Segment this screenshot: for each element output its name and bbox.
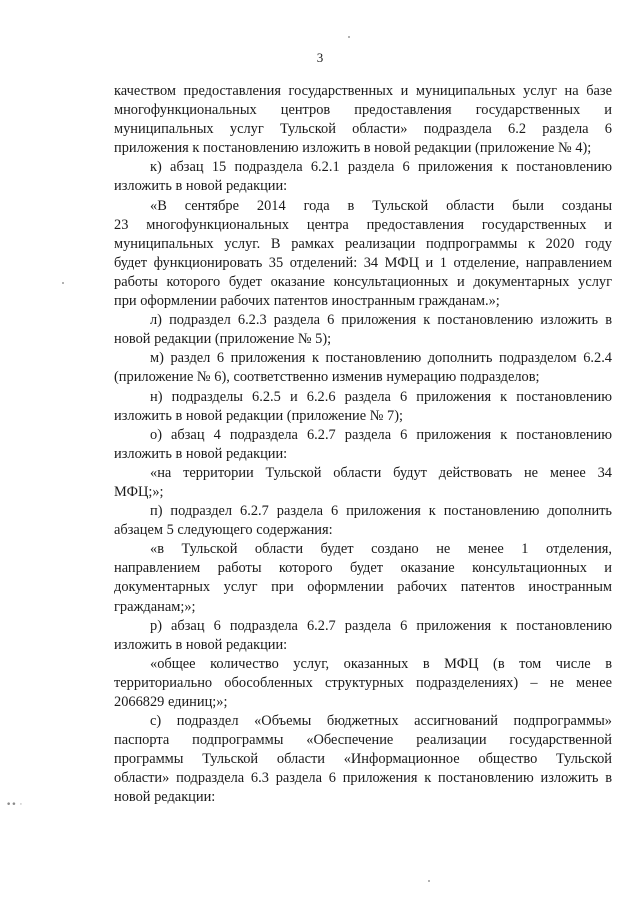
text-line: 23 многофункциональных центра предоставления государственных и	[114, 216, 612, 233]
text-line: «на территории Тульской области будут действовать не менее 34	[150, 464, 612, 481]
text-line: изложить в новой редакции:	[114, 178, 288, 195]
scan-speck	[428, 880, 430, 882]
text-line: п) подраздел 6.2.7 раздела 6 приложения к постановлению дополнить	[150, 503, 612, 520]
text-line: приложения к постановлению изложить в новой редакции (приложение № 4);	[114, 140, 592, 157]
text-line: гражданам;»;	[114, 598, 196, 615]
text-line: области» подраздела 6.3 раздела 6 приложения к постановлению изложить в	[114, 770, 612, 787]
text-line: «общее количество услуг, оказанных в МФЦ (в том числе в	[150, 655, 612, 672]
text-line: паспорта подпрограммы «Обеспечение реализации государственной	[114, 732, 612, 749]
text-line: н) подразделы 6.2.5 и 6.2.6 раздела 6 приложения к постановлению	[150, 388, 612, 405]
text-line: «В сентябре 2014 года в Тульской области были созданы	[150, 197, 612, 214]
document-body	[114, 82, 612, 808]
text-line: программы Тульской области «Информационное общество Тульской	[114, 751, 612, 768]
text-line: территориально обособленных структурных подразделениях) – не менее	[114, 674, 612, 691]
text-line: «в Тульской области будет создано не менее 1 отделения,	[150, 541, 612, 558]
margin-scan-mark: •• ·	[6, 800, 23, 810]
text-line: качеством предоставления государственных и муниципальных услуг на базе	[114, 83, 612, 99]
text-line: будет функционировать 35 отделений: 34 МФЦ и 1 отделение, направлением	[114, 254, 612, 271]
text-line: л) подраздел 6.2.3 раздела 6 приложения к постановлению изложить в	[150, 312, 612, 329]
text-line: о) абзац 4 подраздела 6.2.7 раздела 6 приложения к постановлению	[150, 426, 612, 443]
text-line: работы которого будет оказание консультационных и документарных услуг	[114, 273, 612, 290]
text-line: документарных услуг при оформлении рабочих патентов иностранным	[114, 579, 612, 596]
scan-speck	[348, 36, 350, 38]
text-line: новой редакции (приложение № 5);	[114, 331, 332, 348]
text-line: муниципальных услуг Тульской области» подраздела 6.2 раздела 6	[114, 121, 612, 138]
text-line: новой редакции:	[114, 789, 216, 806]
text-line: направлением работы которого будет оказание консультационных и	[114, 560, 612, 577]
text-line: изложить в новой редакции:	[114, 445, 288, 462]
text-line: муниципальных услуг. В рамках реализации подпрограммы к 2020 году	[114, 235, 612, 252]
text-line: изложить в новой редакции (приложение № 7);	[114, 407, 404, 424]
text-line: к) абзац 15 подраздела 6.2.1 раздела 6 приложения к постановлению	[150, 159, 612, 176]
text-line: при оформлении рабочих патентов иностранным гражданам.»;	[114, 293, 500, 310]
text-line: многофункциональных центров предоставления государственных и	[114, 102, 612, 119]
text-line: 2066829 единиц;»;	[114, 694, 228, 710]
text-line: м) раздел 6 приложения к постановлению дополнить подразделом 6.2.4	[150, 350, 612, 367]
text-line: МФЦ;»;	[114, 483, 164, 500]
text-line: абзацем 5 следующего содержания:	[114, 522, 333, 539]
text-line: р) абзац 6 подраздела 6.2.7 раздела 6 приложения к постановлению	[150, 617, 612, 634]
text-line: с) подраздел «Объемы бюджетных ассигнований подпрограммы»	[150, 713, 612, 730]
text-line: (приложение № 6), соответственно изменив нумерацию подразделов;	[114, 369, 540, 386]
page-number: 3	[316, 50, 324, 65]
text-line: изложить в новой редакции:	[114, 636, 288, 653]
scan-speck	[62, 282, 64, 284]
